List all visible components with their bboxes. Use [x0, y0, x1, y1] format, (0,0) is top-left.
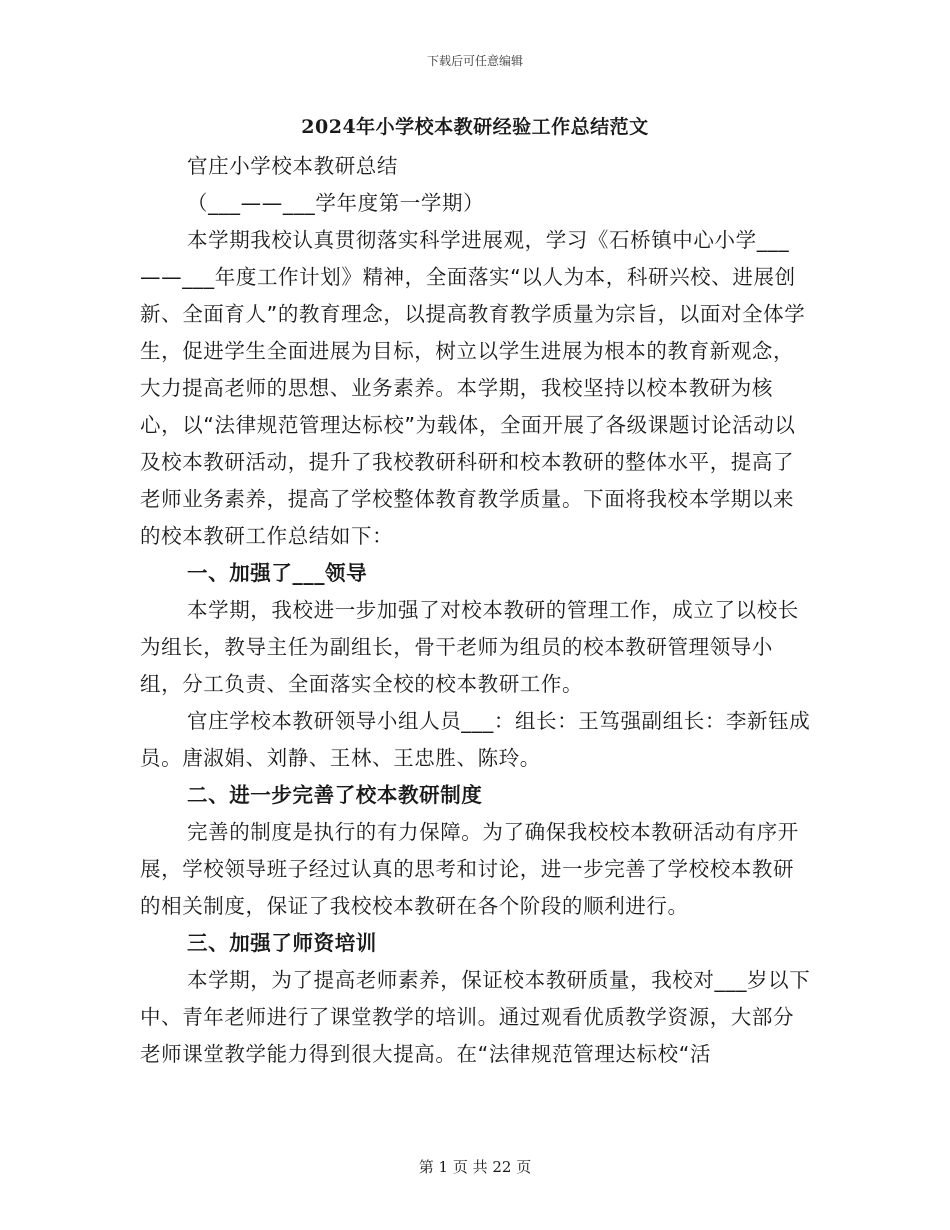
paragraph-members: 官庄学校本教研领导小组人员___：组长：王笃强副组长：李新钰成员。唐淑娟、刘静、王林、王忠胜、陈玲。: [140, 709, 811, 770]
section-heading-3: 三、加强了师资培训: [187, 931, 377, 955]
paragraph-leadership: 本学期，我校进一步加强了对校本教研的管理工作，成立了以校长为组长，教导主任为副组长，骨干老师为组员的校本教研管理领导小组，分工负责、全面落实全校的校本教研工作。: [140, 598, 799, 696]
page-footer: 第 1 页 共 22 页: [418, 1158, 532, 1176]
document-title: 2024年小学校本教研经验工作总结范文: [301, 116, 649, 138]
paragraph-intro: 本学期我校认真贯彻落实科学进展观，学习《石桥镇中心小学___——___年度工作计划》精神，全面落实“以人为本，科研兴校、进展创新、全面育人”的教育理念，以提高教育教学质量为宗旨，以面对全体学生，促进学生全面进展为目标，树立以学生进展为根本的教育新观念，大力提高老师的思想、业务素养。本学期，我校坚持以校本教研为核心，以“法律规范管理达标校”为载体，全面开展了各级课题讨论活动以及校本教研活动，提升了我校教研科研和校本教研的整体水平，提高了老师业务素养，提高了学校整体教育教学质量。下面将我校本学期以来的校本教研工作总结如下：: [140, 228, 806, 548]
header-note: 下载后可任意编辑: [426, 54, 523, 68]
document-body: [140, 148, 812, 1073]
paragraph-training: 本学期，为了提高老师素养，保证校本教研质量，我校对___岁以下中、青年老师进行了课堂教学的培训。通过观看优质教学资源，大部分老师课堂教学能力得到很大提高。在“法律规范管理达标校“活: [140, 968, 811, 1066]
section-heading-2: 二、进一步完善了校本教研制度: [187, 783, 483, 807]
paragraph-term: （___——___学年度第一学期）: [187, 191, 485, 215]
paragraph-school-summary: 官庄小学校本教研总结: [187, 154, 398, 178]
paragraph-system: 完善的制度是执行的有力保障。为了确保我校校本教研活动有序开展，学校领导班子经过认真的思考和讨论，进一步完善了学校校本教研的相关制度，保证了我校校本教研在各个阶段的顺利进行。: [140, 820, 799, 918]
section-heading-1: 一、加强了___领导: [187, 561, 368, 585]
